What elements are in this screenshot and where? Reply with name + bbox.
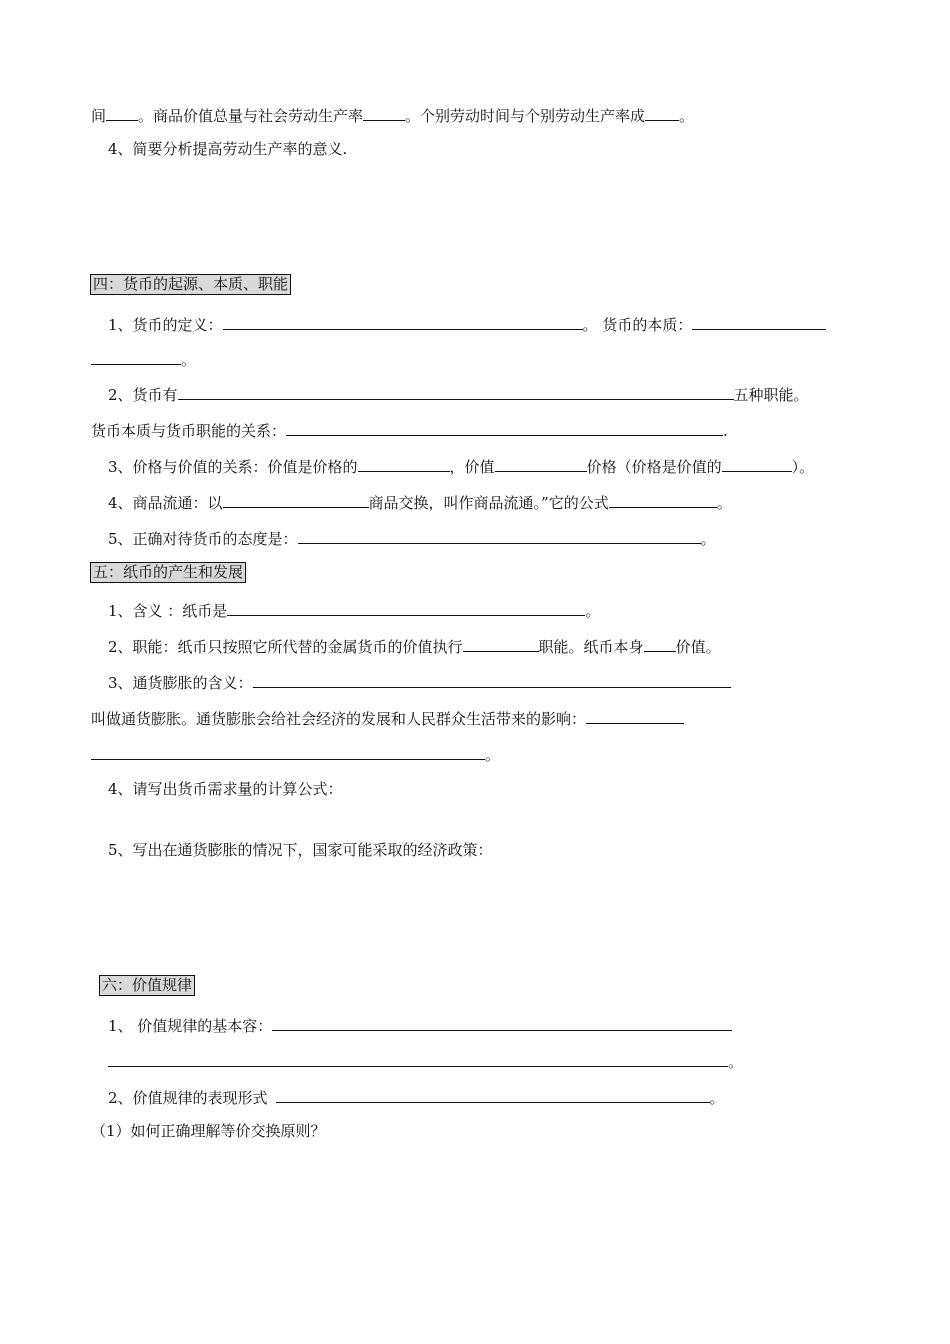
blank[interactable] xyxy=(272,1014,732,1031)
question-paper-money-meaning: 1、含义 ：纸币是 。 xyxy=(108,599,600,621)
question-money-demand-formula: 4、请写出货币需求量的计算公式： xyxy=(108,780,343,798)
blank[interactable] xyxy=(358,455,450,472)
question-paper-money-function: 2、职能：纸币只按照它所代替的金属货币的价值执行 职能。纸币本身 价值。 xyxy=(108,635,721,657)
blank[interactable] xyxy=(644,635,676,652)
blank[interactable] xyxy=(692,313,826,330)
question-money-relation: 货币本质与货币职能的关系： . xyxy=(91,419,728,441)
blank[interactable] xyxy=(609,491,717,508)
question-equal-exchange: （1）如何正确理解等价交换原则？ xyxy=(91,1122,326,1140)
blank[interactable] xyxy=(495,455,587,472)
question-money-attitude: 5、正确对待货币的态度是： 。 xyxy=(108,527,716,549)
question-law-of-value-content: 1、 价值规律的基本容： xyxy=(108,1014,732,1036)
blank[interactable] xyxy=(108,1050,728,1067)
blank[interactable] xyxy=(106,104,138,121)
question-money-functions: 2、货币有 五种职能。 xyxy=(108,383,809,405)
blank[interactable] xyxy=(178,383,734,400)
blank[interactable] xyxy=(91,743,485,760)
question-law-of-value-content-cont: 。 xyxy=(108,1050,743,1072)
blank[interactable] xyxy=(276,1086,710,1103)
question-commodity-circulation: 4、商品流通：以 商品交换，叫作商品流通。”它的公式 。 xyxy=(108,491,732,513)
blank[interactable] xyxy=(227,599,585,616)
blank[interactable] xyxy=(586,707,684,724)
fill-line-productivity: 间 。商品价值总量与社会劳动生产率 。个别劳动时间与个别劳动生产率成 。 xyxy=(91,104,694,126)
question-4-productivity: 4、简要分析提高劳动生产率的意义. xyxy=(108,140,348,158)
blank[interactable] xyxy=(298,527,701,544)
blank[interactable] xyxy=(645,104,679,121)
question-money-definition: 1、货币的定义： 。 货币的本质： xyxy=(108,313,826,335)
blank[interactable] xyxy=(223,313,583,330)
blank[interactable] xyxy=(722,455,792,472)
blank[interactable] xyxy=(91,348,181,365)
blank[interactable] xyxy=(253,671,731,688)
blank[interactable] xyxy=(286,419,723,436)
blank[interactable] xyxy=(463,635,539,652)
section-heading-law-of-value: 六：价值规律 xyxy=(99,975,195,996)
question-money-definition-cont: 。 xyxy=(91,348,196,370)
blank[interactable] xyxy=(223,491,369,508)
section-heading-money: 四：货币的起源、本质、职能 xyxy=(90,274,291,295)
question-inflation-meaning: 3、通货膨胀的含义： xyxy=(108,671,731,693)
question-price-value: 3、价格与价值的关系：价值是价格的 ，价值 价格（价格是价值的 ）。 xyxy=(108,455,814,477)
question-inflation-policy: 5、写出在通货膨胀的情况下，国家可能采取的经济政策： xyxy=(108,841,493,859)
section-heading-paper-money: 五：纸币的产生和发展 xyxy=(90,562,246,583)
blank[interactable] xyxy=(363,104,405,121)
question-inflation-impact: 叫做通货膨胀。通货膨胀会给社会经济的发展和人民群众生活带来的影响： xyxy=(91,707,684,729)
question-inflation-impact-cont: 。 xyxy=(91,743,500,765)
question-law-of-value-form: 2、价值规律的表现形式 。 xyxy=(108,1086,725,1108)
